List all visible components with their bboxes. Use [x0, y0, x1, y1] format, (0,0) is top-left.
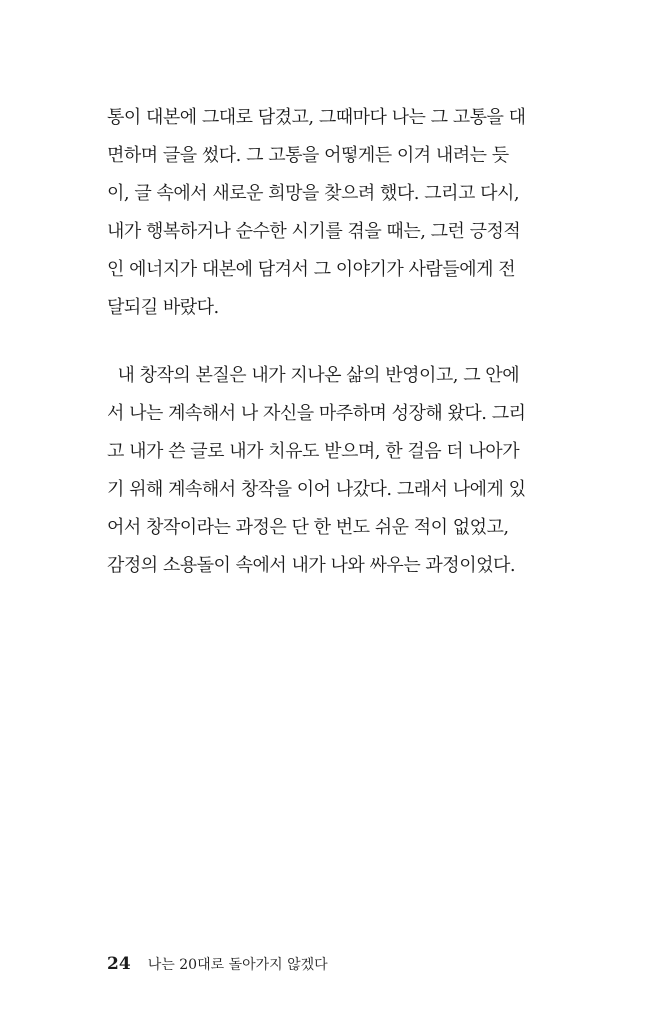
text-line: 내 창작의 본질은 내가 지나온 삶의 반영이고, 그 안에 [107, 365, 520, 386]
running-title: 나는 20대로 돌아가지 않겠다 [147, 957, 328, 973]
page-number: 24 [107, 954, 131, 974]
text-line: 인 에너지가 대본에 담겨서 그 이야기가 사람들에게 전 [107, 259, 516, 280]
paragraph-2 [107, 357, 547, 585]
text-line: 기 위해 계속해서 창작을 이어 나갔다. 그래서 나에게 있 [107, 479, 526, 500]
text-line: 서 나는 계속해서 나 자신을 마주하며 성장해 왔다. 그리 [107, 403, 526, 424]
text-line: 고 내가 쓴 글로 내가 치유도 받으며, 한 걸음 더 나아가 [107, 441, 520, 462]
text-line: 면하며 글을 썼다. 그 고통을 어떻게든 이겨 내려는 듯 [107, 145, 509, 166]
paragraph-1 [107, 99, 547, 327]
page-footer [107, 952, 328, 976]
text-line: 어서 창작이라는 과정은 단 한 번도 쉬운 적이 없었고, [107, 517, 509, 538]
text-line: 감정의 소용돌이 속에서 내가 나와 싸우는 과정이었다. [107, 555, 516, 576]
text-line: 달되길 바랐다. [107, 297, 219, 318]
text-line: 내가 행복하거나 순수한 시기를 겪을 때는, 그런 긍정적 [107, 221, 521, 242]
text-line: 통이 대본에 그대로 담겼고, 그때마다 나는 그 고통을 대 [107, 107, 526, 128]
text-line: 이, 글 속에서 새로운 희망을 찾으려 했다. 그리고 다시, [107, 183, 520, 204]
